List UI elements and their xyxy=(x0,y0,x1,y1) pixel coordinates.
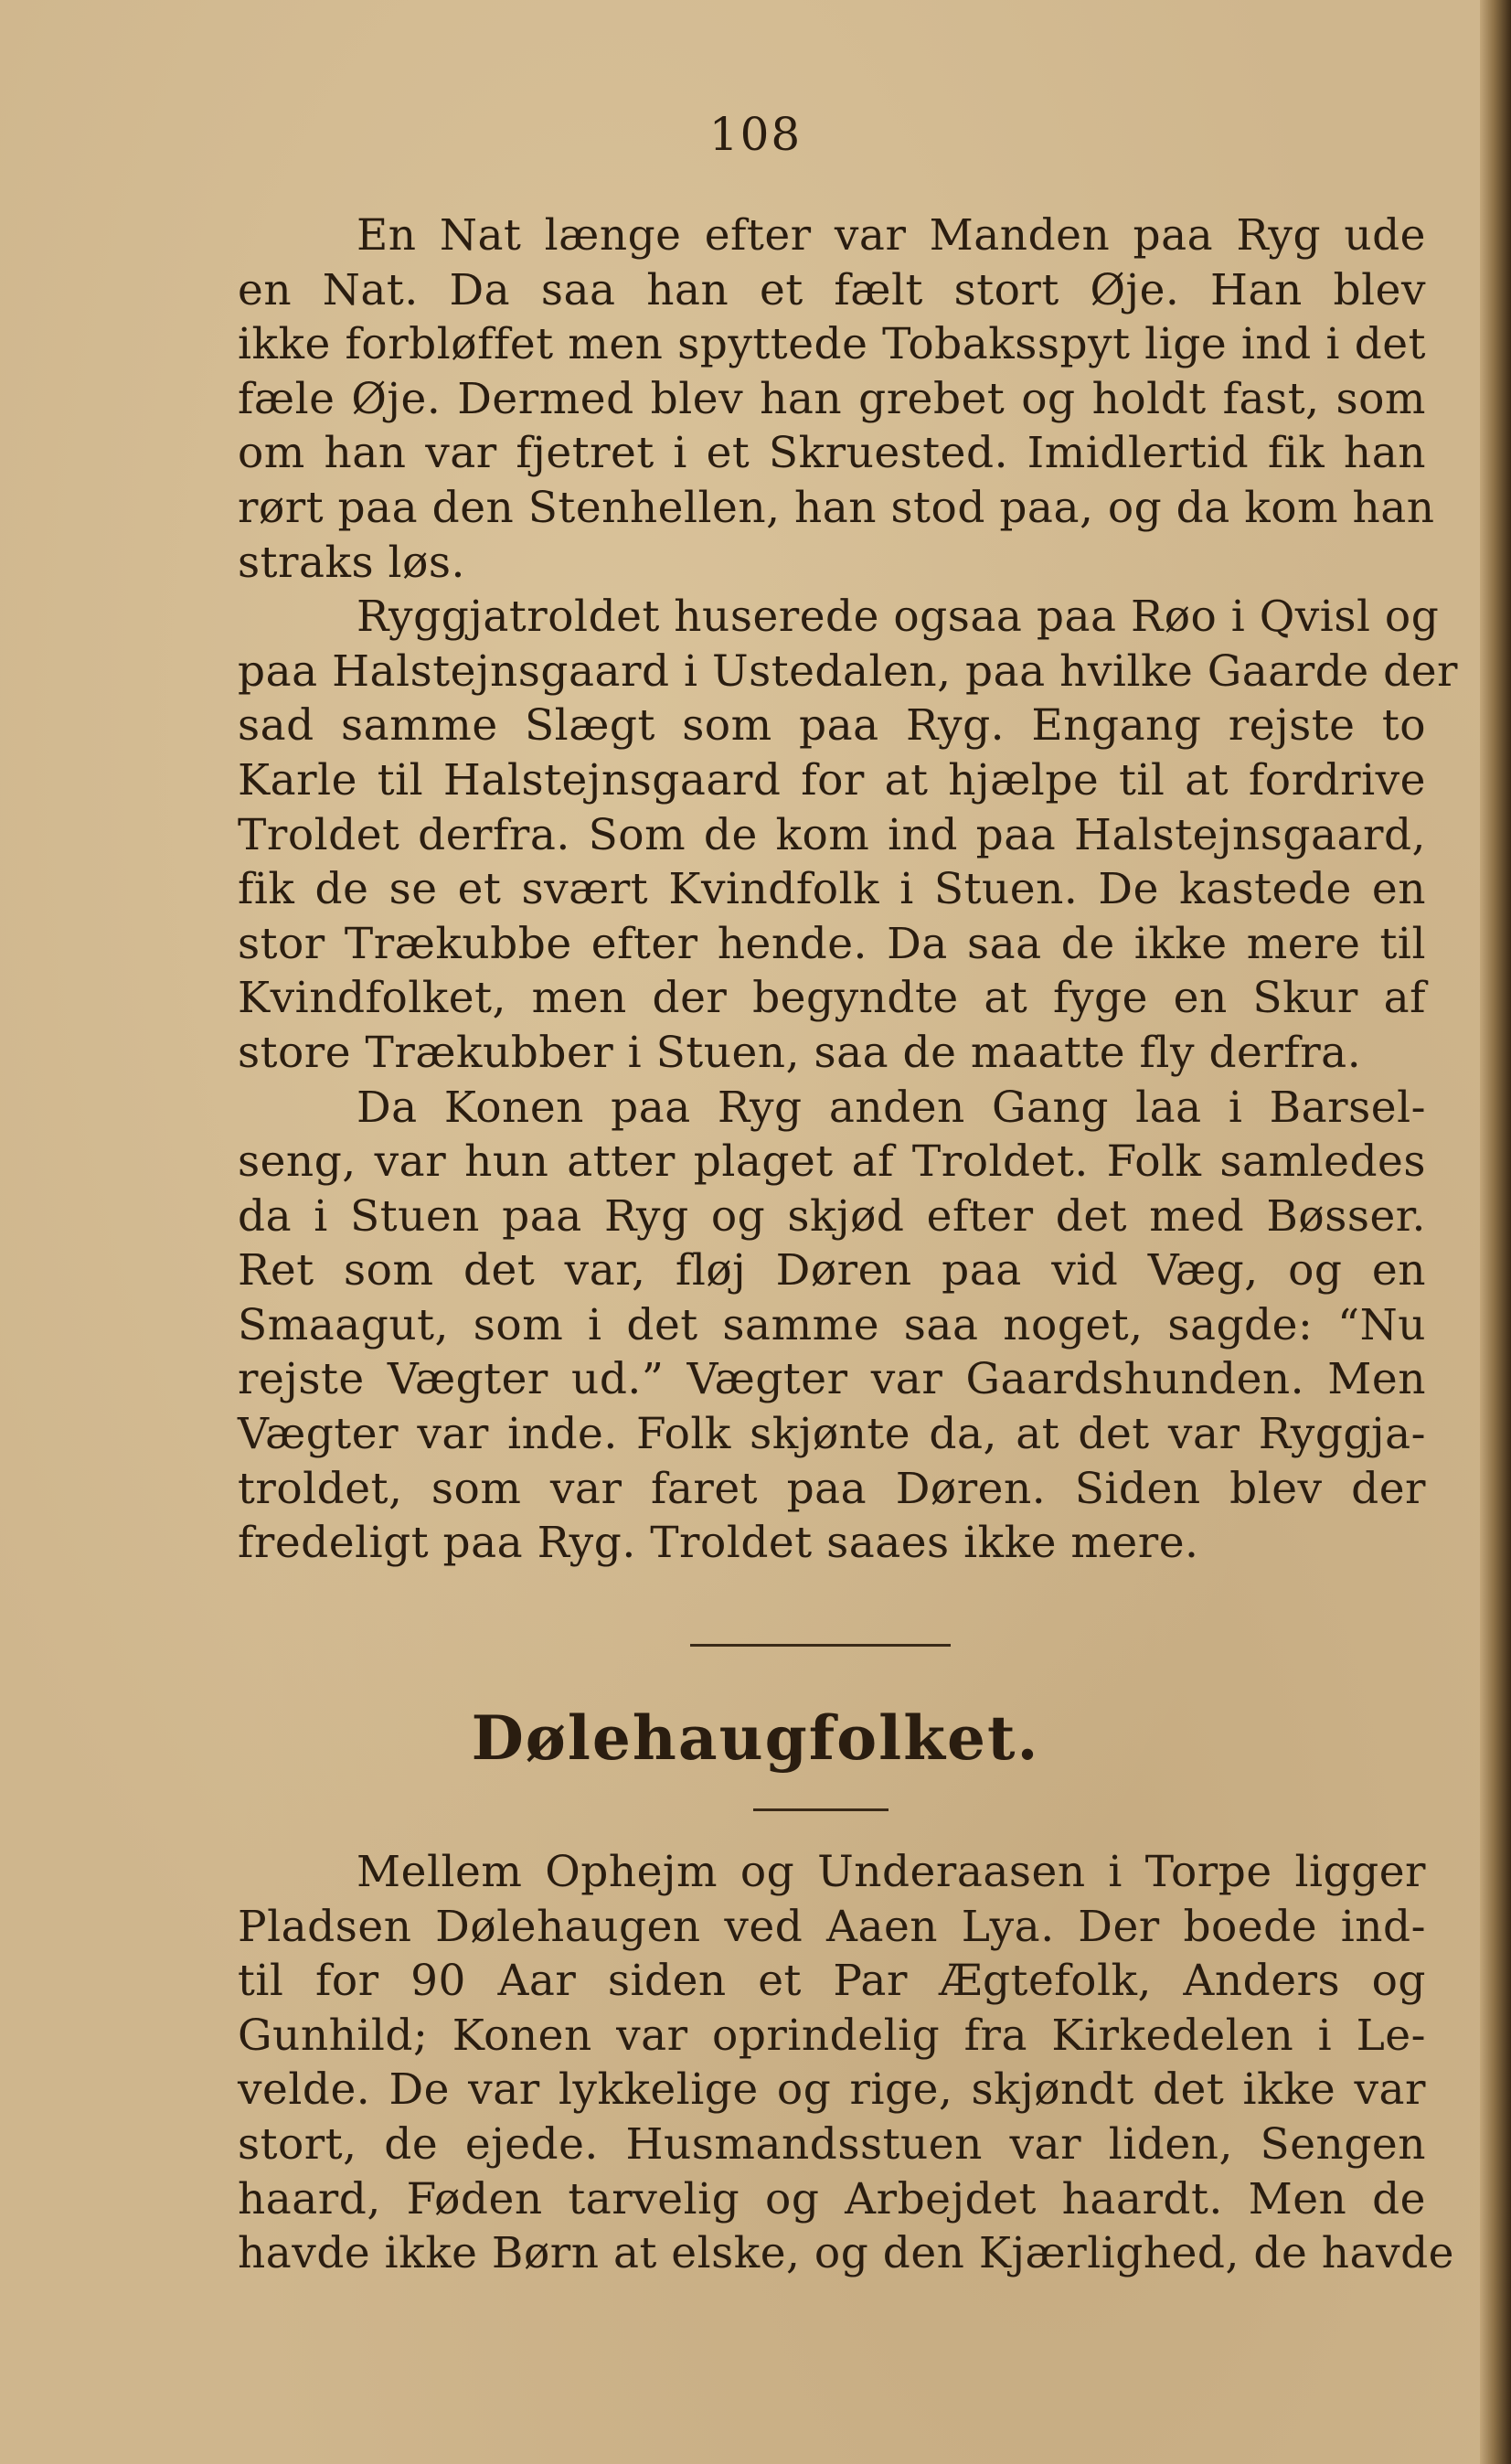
text-line: seng, var hun atter plaget af Troldet. Folk samledes xyxy=(238,1136,1426,1188)
text-line: En Nat længe efter var Manden paa Ryg ude xyxy=(356,210,1426,261)
text-line: fredeligt paa Ryg. Troldet saaes ikke mere. xyxy=(238,1518,1199,1569)
section-divider-bottom xyxy=(753,1808,889,1811)
text-line: Smaagut, som i det samme saa noget, sagde: “Nu xyxy=(238,1299,1426,1350)
text-line: da i Stuen paa Ryg og skjød efter det med Bøsser. xyxy=(238,1190,1426,1242)
text-line: stor Trækubbe efter hende. Da saa de ikke mere til xyxy=(238,918,1426,969)
text-line: Vægter var inde. Folk skjønte da, at det var Ryggja- xyxy=(238,1409,1426,1460)
page-number: 108 xyxy=(708,108,803,161)
text-line: Mellem Ophejm og Underaasen i Torpe ligger xyxy=(356,1847,1426,1897)
text-line: om han var fjetret i et Skruested. Imidlertid fik han xyxy=(238,428,1426,479)
text-line: fik de se et svært Kvindfolk i Stuen. De kastede en xyxy=(238,864,1426,915)
text-line: fæle Øje. Dermed blev han grebet og holdt fast, som xyxy=(238,373,1426,424)
text-line: paa Halstejnsgaard i Ustedalen, paa hvilke Gaarde der xyxy=(238,645,1458,697)
section-divider-top xyxy=(690,1644,951,1647)
section-title: Dølehaugfolket. xyxy=(471,1702,1040,1774)
text-line: stort, de ejede. Husmandsstuen var liden, Sengen xyxy=(238,2118,1426,2170)
text-line: Pladsen Dølehaugen ved Aaen Lya. Der boede ind- xyxy=(238,1901,1426,1952)
text-line: ikke forbløffet men spyttede Tobaksspyt lige ind i det xyxy=(238,319,1426,370)
text-line: en Nat. Da saa han et fælt stort Øje. Han blev xyxy=(238,264,1426,315)
text-line: store Trækubber i Stuen, saa de maatte fly derfra. xyxy=(238,1027,1362,1078)
text-line: til for 90 Aar siden et Par Ægtefolk, Anders og xyxy=(238,1956,1426,2007)
text-line: Ret som det var, fløj Døren paa vid Væg, og en xyxy=(238,1245,1426,1296)
text-line: Gunhild; Konen var oprindelig fra Kirkedelen i Le- xyxy=(238,2010,1426,2061)
story-text-dolehaugfolket xyxy=(238,1845,1454,2281)
text-line: haard, Føden tarvelig og Arbejdet haardt. Men de xyxy=(238,2173,1426,2224)
text-line: troldet, som var faret paa Døren. Siden blev der xyxy=(238,1463,1426,1514)
book-spine-shadow xyxy=(1480,0,1511,2464)
text-line: straks løs. xyxy=(238,537,465,588)
story-text-ryggjatroldet xyxy=(238,208,1458,1571)
text-line: velde. De var lykkelige og rige, skjøndt det ikke var xyxy=(238,2064,1426,2116)
text-line: havde ikke Børn at elske, og den Kjærlighed, de havde xyxy=(238,2228,1454,2279)
text-line: Ryggjatroldet huserede ogsaa paa Røo i Qvisl og xyxy=(356,592,1440,643)
text-line: rejste Vægter ud.” Vægter var Gaardshunden. Men xyxy=(238,1354,1426,1405)
text-line: Da Konen paa Ryg anden Gang laa i Barsel- xyxy=(356,1082,1426,1133)
text-line: sad samme Slægt som paa Ryg. Engang rejste to xyxy=(238,700,1426,752)
text-line: rørt paa den Stenhellen, han stod paa, og da kom han xyxy=(238,482,1435,533)
text-line: Kvindfolket, men der begyndte at fyge en Skur af xyxy=(238,973,1426,1024)
text-line: Karle til Halstejnsgaard for at hjælpe til at fordrive xyxy=(238,754,1426,805)
text-line: Troldet derfra. Som de kom ind paa Halstejnsgaard, xyxy=(238,809,1426,860)
